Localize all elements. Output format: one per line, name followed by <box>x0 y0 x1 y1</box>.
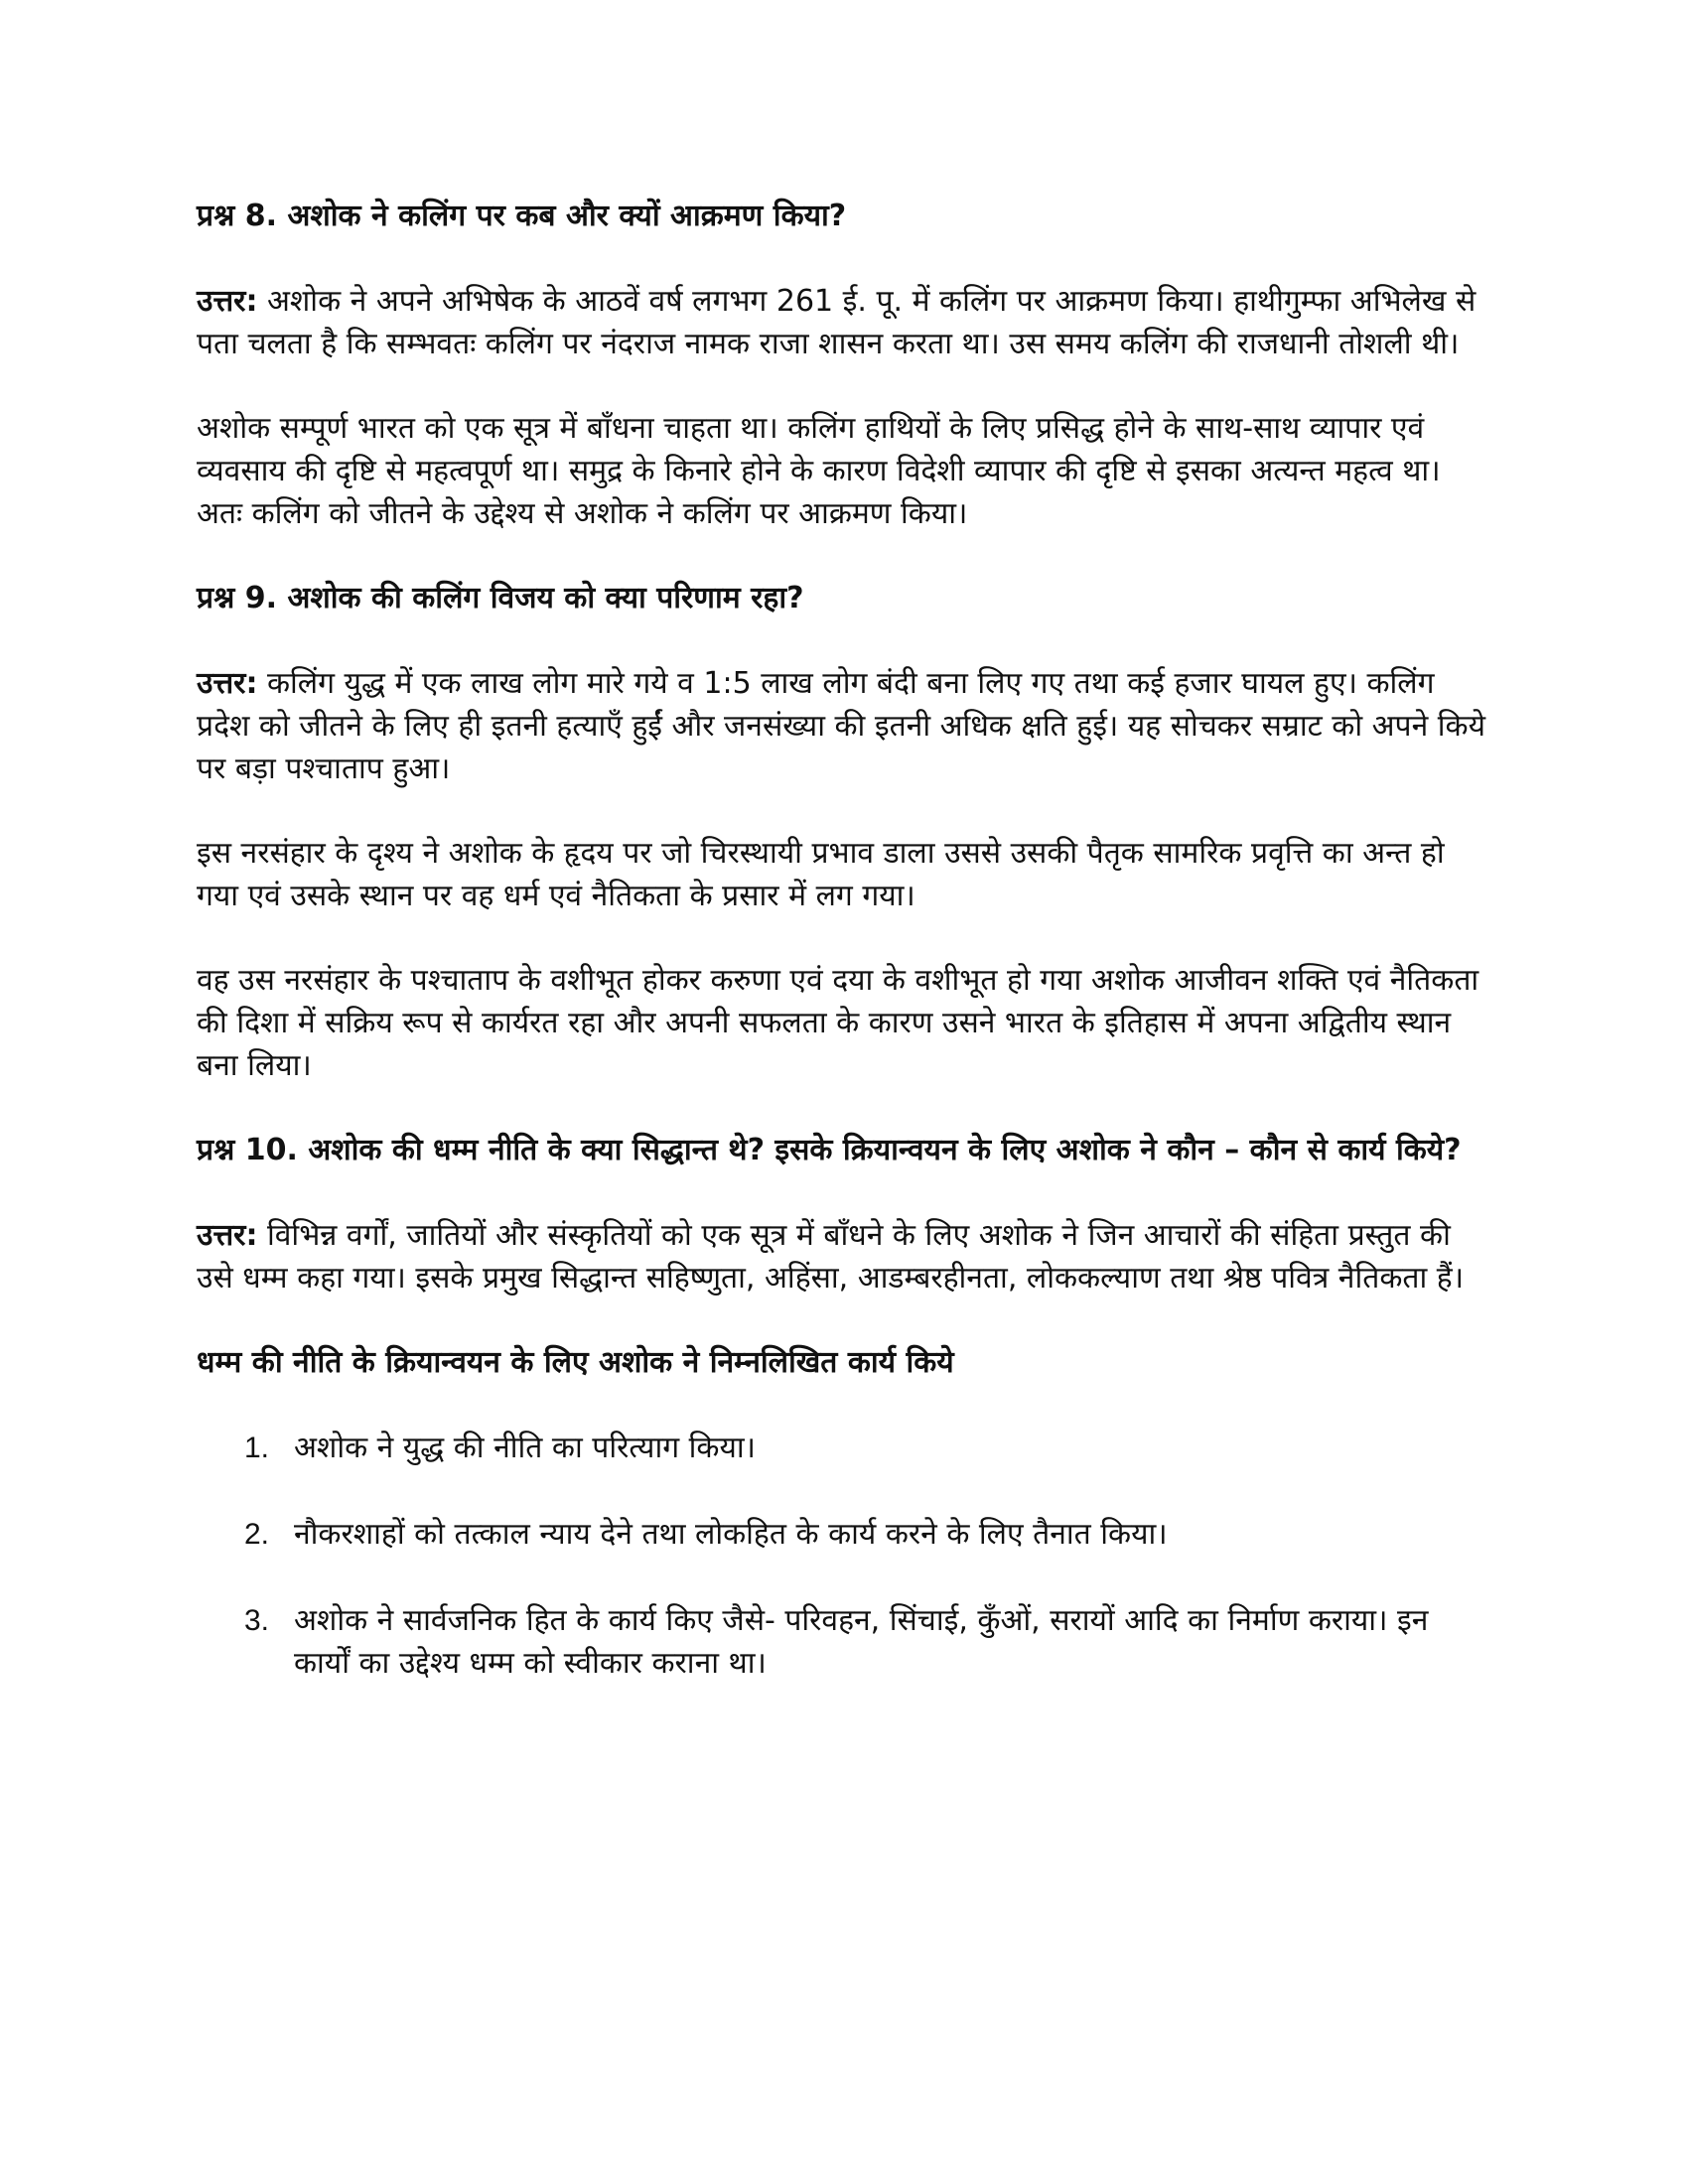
question-8-answer-paragraph-1 <box>197 280 1487 365</box>
list-item <box>197 1599 1487 1685</box>
answer-label: उत्तर: <box>197 666 258 701</box>
question-8-heading: प्रश्न 8. अशोक ने कलिंग पर कब और क्यों आक्रमण किया? <box>197 199 847 233</box>
spacer <box>197 1385 1487 1427</box>
list-text: अशोक ने युद्ध की नीति का परित्याग किया। <box>294 1431 757 1465</box>
question-8-section <box>197 195 1487 535</box>
answer-text: विभिन्न वर्गों, जातियों और संस्कृतियों को एक सूत्र में बाँधने के लिए अशोक ने जिन आचारों की संहिता प्रस्तुत की उसे धम्म कहा गया। इसके प्रमुख सिद्धान्त सहिष्णुता, अहिंसा, आडम्बरहीनता, लोककल्याण तथा श्रेष्ठ पवित्र नैतिकता हैं। <box>197 1218 1465 1296</box>
list-item <box>197 1427 1487 1469</box>
question-9-answer-paragraph-1 <box>197 662 1487 790</box>
question-9-answer-paragraph-3: वह उस नरसंहार के पश्चाताप के वशीभूत होकर करुणा एवं दया के वशीभूत हो गया अशोक आजीवन शक्ति एवं नैतिकता की दिशा में सक्रिय रूप से कार्यरत रहा और अपनी सफलता के कारण उसने भारत के इतिहास में अपना अद्वितीय स्थान बना लिया। <box>197 963 1479 1083</box>
question-9-answer-paragraph-2: इस नरसंहार के दृश्य ने अशोक के हृदय पर जो चिरस्थायी प्रभाव डाला उससे उसकी पैतृक सामरिक प्रवृत्ति का अन्त हो गया एवं उसके स्थान पर वह धर्म एवं नैतिकता के प्रसार में लग गया। <box>197 836 1445 913</box>
spacer <box>197 1172 1487 1214</box>
spacer <box>197 917 1487 959</box>
list-number: 1. <box>244 1432 270 1464</box>
question-10-section <box>197 1129 1487 1685</box>
list-number: 3. <box>244 1604 270 1637</box>
answer-label: उत्तर: <box>197 284 258 319</box>
list-number: 2. <box>244 1518 270 1551</box>
question-10-heading: प्रश्न 10. अशोक की धम्म नीति के क्या सिद्धान्त थे? इसके क्रियान्वयन के लिए अशोक ने कौन – कौन से कार्य किये? <box>197 1133 1462 1167</box>
dhamma-actions-list <box>197 1427 1487 1685</box>
answer-text: अशोक ने अपने अभिषेक के आठवें वर्ष लगभग 261 ई. पू. में कलिंग पर आक्रमण किया। हाथीगुम्फा अभिलेख से पता चलता है कि सम्भवतः कलिंग पर नंदराज नामक राजा शासन करता था। उस समय कलिंग की राजधानी तोशली थी। <box>197 284 1477 361</box>
spacer <box>197 1299 1487 1341</box>
spacer <box>197 620 1487 662</box>
question-10-answer-paragraph-1 <box>197 1214 1487 1299</box>
list-text: अशोक ने सार्वजनिक हित के कार्य किए जैसे- परिवहन, सिंचाई, कुँओं, सरायों आदि का निर्माण कराया। इन कार्यों का उद्देश्य धम्म को स्वीकार कराना था। <box>294 1603 1429 1681</box>
question-9-heading: प्रश्न 9. अशोक की कलिंग विजय को क्या परिणाम रहा? <box>197 581 804 615</box>
spacer <box>197 1087 1487 1129</box>
list-text: नौकरशाहों को तत्काल न्याय देने तथा लोकहित के कार्य करने के लिए तैनात किया। <box>294 1517 1168 1552</box>
answer-text: कलिंग युद्ध में एक लाख लोग मारे गये व 1:5 लाख लोग बंदी बना लिए गए तथा कई हजार घायल हुए। कलिंग प्रदेश को जीतने के लिए ही इतनी हत्याएँ हुईं और जनसंख्या की इतनी अधिक क्षति हुई। यह सोचकर सम्राट को अपने किये पर बड़ा पश्चाताप हुआ। <box>197 666 1485 786</box>
question-9-section <box>197 577 1487 1087</box>
dhamma-policy-subheading: धम्म की नीति के क्रियान्वयन के लिए अशोक ने निम्नलिखित कार्य किये <box>197 1345 954 1380</box>
list-item <box>197 1513 1487 1556</box>
spacer <box>197 790 1487 832</box>
question-8-answer-paragraph-2: अशोक सम्पूर्ण भारत को एक सूत्र में बाँधना चाहता था। कलिंग हाथियों के लिए प्रसिद्ध होने के साथ-साथ व्यापार एवं व्यवसाय की दृष्टि से महत्वपूर्ण था। समुद्र के किनारे होने के कारण विदेशी व्यापार की दृष्टि से इसका अत्यन्त महत्व था। अतः कलिंग को जीतने के उद्देश्य से अशोक ने कलिंग पर आक्रमण किया। <box>197 411 1441 531</box>
spacer <box>197 535 1487 577</box>
spacer <box>197 365 1487 407</box>
document-page <box>197 195 1487 1728</box>
spacer <box>197 238 1487 280</box>
answer-label: उत्तर: <box>197 1218 258 1253</box>
